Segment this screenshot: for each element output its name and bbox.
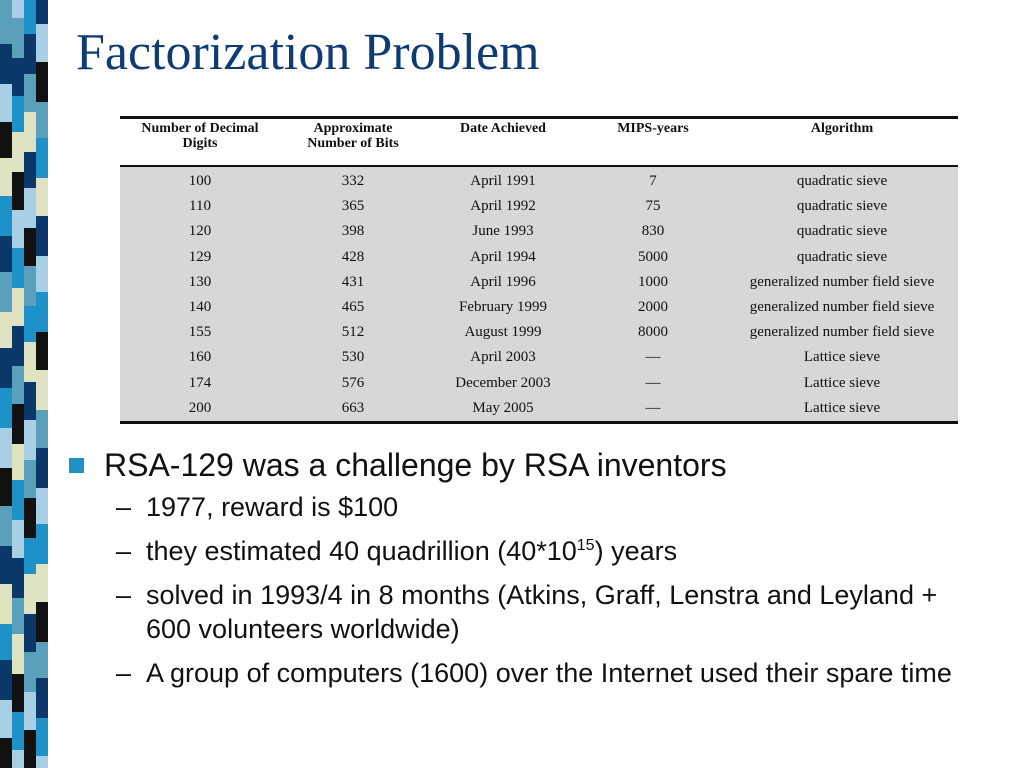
bullet-content [66, 444, 966, 700]
cell-mips-years: — [645, 399, 661, 416]
cell-algorithm: quadratic sieve [796, 248, 888, 265]
sub-bullet [66, 656, 966, 690]
table-row [120, 270, 958, 295]
header-date-achieved: Date Achieved [460, 121, 546, 136]
header-algorithm: Algorithm [810, 121, 874, 136]
decorative-square-strip [0, 0, 48, 768]
header-mips-years: MIPS-years [617, 121, 689, 136]
cell-mips-years: 2000 [638, 299, 668, 316]
table-row [120, 194, 958, 219]
cell-bits: 431 [341, 273, 365, 290]
factorization-table [120, 116, 958, 424]
table-row [120, 396, 958, 423]
table-row [120, 295, 958, 320]
cell-decimal-digits: 140 [188, 299, 212, 316]
sub-bullet [66, 534, 966, 568]
cell-algorithm: Lattice sieve [803, 374, 881, 391]
cell-bits: 465 [341, 299, 365, 316]
table-row [120, 166, 958, 194]
sub-bullet [66, 578, 966, 646]
cell-decimal-digits: 100 [188, 173, 212, 190]
sub-bullet-text: 1977, reward is $100 [146, 492, 399, 522]
cell-date: December 2003 [455, 374, 551, 391]
cell-decimal-digits: 129 [188, 248, 212, 265]
sub-bullet-text: they estimated 40 quadrillion $(40*10^{15})$ years [146, 536, 678, 566]
cell-algorithm: generalized number field sieve [749, 299, 935, 316]
cell-date: April 1996 [470, 273, 536, 290]
cell-decimal-digits: 200 [188, 399, 212, 416]
main-bullet [66, 444, 966, 486]
cell-mips-years: 75 [645, 198, 661, 215]
cell-bits: 398 [341, 223, 365, 240]
cell-decimal-digits: 110 [189, 198, 211, 215]
dash-bullet: – [116, 492, 132, 522]
dash-bullet: – [116, 536, 132, 566]
cell-decimal-digits: 174 [188, 374, 212, 391]
factorization-table-container [120, 116, 958, 424]
cell-algorithm: quadratic sieve [796, 198, 888, 215]
cell-date: April 1992 [470, 198, 536, 215]
cell-mips-years: 7 [649, 173, 657, 190]
cell-date: April 1991 [470, 173, 536, 190]
cell-decimal-digits: 130 [188, 273, 212, 290]
sub-bullet-list [66, 490, 966, 690]
dash-bullet: – [116, 580, 132, 610]
cell-mips-years: — [645, 349, 661, 366]
cell-date: April 2003 [470, 349, 536, 366]
cell-decimal-digits: 155 [188, 324, 212, 341]
cell-mips-years: 8000 [638, 324, 668, 341]
cell-date: May 2005 [472, 399, 534, 416]
cell-date: February 1999 [459, 299, 547, 316]
cell-mips-years: 5000 [638, 248, 668, 265]
cell-bits: 332 [341, 173, 365, 190]
sub-bullet [66, 490, 966, 524]
cell-algorithm: generalized number field sieve [749, 324, 935, 341]
slide-title: Factorization Problem [76, 24, 540, 81]
table-row [120, 320, 958, 345]
cell-algorithm: quadratic sieve [796, 223, 888, 240]
cell-date: April 1994 [470, 248, 536, 265]
cell-bits: 512 [341, 324, 365, 341]
cell-bits: 428 [341, 248, 365, 265]
sub-bullet-text: A group of computers (1600) over the Internet used their spare time [146, 658, 952, 688]
table-row [120, 345, 958, 370]
main-bullet-text: RSA-129 was a challenge by RSA inventors [104, 447, 727, 483]
cell-date: August 1999 [464, 324, 542, 341]
cell-mips-years: 830 [641, 223, 665, 240]
cell-algorithm: Lattice sieve [803, 399, 881, 416]
header-decimal-digits: Number of Decimal Digits [141, 121, 259, 151]
table-row [120, 371, 958, 396]
cell-bits: 530 [341, 349, 365, 366]
cell-algorithm: Lattice sieve [803, 349, 881, 366]
cell-mips-years: — [645, 374, 661, 391]
header-approximate-bits: Approximate Number of Bits [307, 121, 399, 151]
square-pattern [0, 0, 48, 768]
cell-bits: 663 [341, 399, 365, 416]
cell-bits: 576 [341, 374, 365, 391]
cell-date: June 1993 [472, 223, 534, 240]
table-row [120, 219, 958, 244]
table-row [120, 245, 958, 270]
sub-bullet-text: solved in 1993/4 in 8 months (Atkins, Graff, Lenstra and Leyland + 600 volunteers worldwide) [146, 580, 938, 644]
dash-bullet: – [116, 658, 132, 688]
cell-decimal-digits: 160 [188, 349, 212, 366]
cell-algorithm: quadratic sieve [796, 173, 888, 190]
cell-bits: 365 [341, 198, 365, 215]
cell-decimal-digits: 120 [188, 223, 212, 240]
superscript-exponent: 15 [576, 537, 595, 554]
square-bullet-icon [69, 458, 84, 473]
cell-mips-years: 1000 [638, 273, 668, 290]
table-header-row [120, 118, 958, 167]
cell-algorithm: generalized number field sieve [749, 273, 935, 290]
